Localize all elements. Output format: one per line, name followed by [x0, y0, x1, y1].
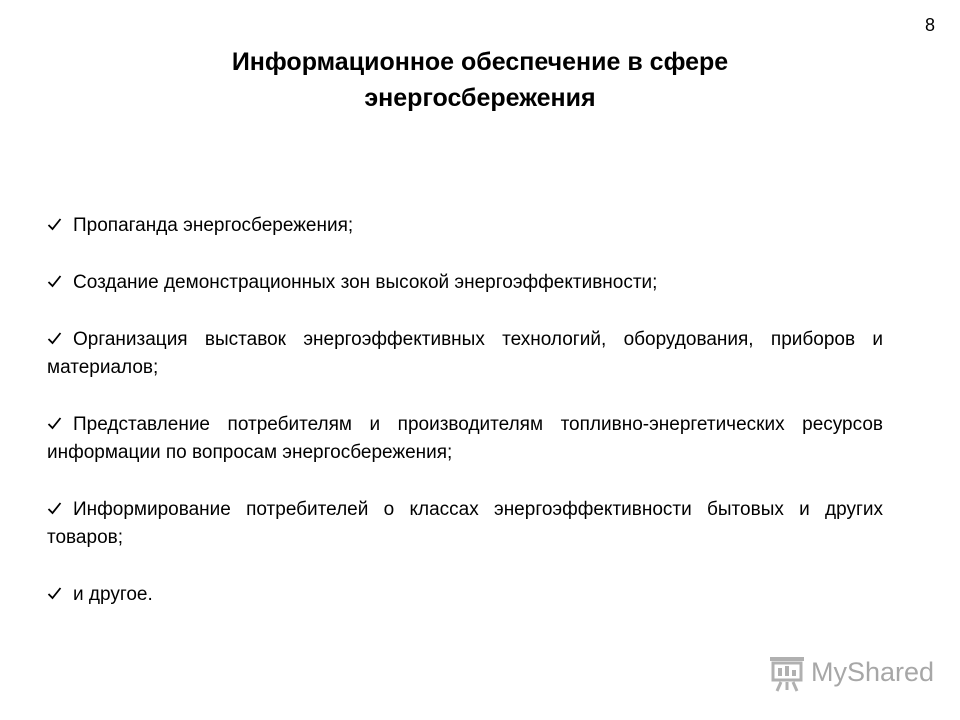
bullet-text: Создание демонстрационных зон высокой энергоэффективности; [73, 272, 658, 293]
checkmark-icon [47, 212, 73, 240]
checkmark-icon [47, 411, 73, 439]
checkmark-icon [47, 326, 73, 354]
watermark-text [811, 656, 934, 688]
bullet-list [47, 212, 883, 638]
bullet-text: и другое. [73, 584, 153, 605]
slide-title: Информационное обеспечение в сфере энергосбережения [231, 48, 729, 112]
checkmark-icon [47, 581, 73, 609]
bullet-item [47, 581, 883, 609]
watermark-text-shared: Shared [847, 657, 935, 687]
bullet-item [47, 496, 883, 552]
bullet-item [47, 212, 883, 240]
bullet-item [47, 326, 883, 382]
bullet-text: Информирование потребителей о классах энергоэффективности бытовых и других товаров; [47, 499, 883, 548]
bullet-text: Пропаганда энергосбережения; [73, 215, 354, 236]
slide-number: 8 [924, 15, 935, 35]
watermark-text-my: My [811, 657, 847, 687]
bullet-item [47, 411, 883, 467]
bullet-item [47, 269, 883, 297]
checkmark-icon [47, 496, 73, 524]
bullet-text: Представление потребителям и производителям топливно-энергетических ресурсов информации по вопросам энергосбережения; [47, 414, 883, 463]
bullet-text: Организация выставок энергоэффективных технологий, оборудования, приборов и материалов; [47, 329, 883, 378]
checkmark-icon [47, 269, 73, 297]
myshared-watermark [767, 650, 935, 694]
